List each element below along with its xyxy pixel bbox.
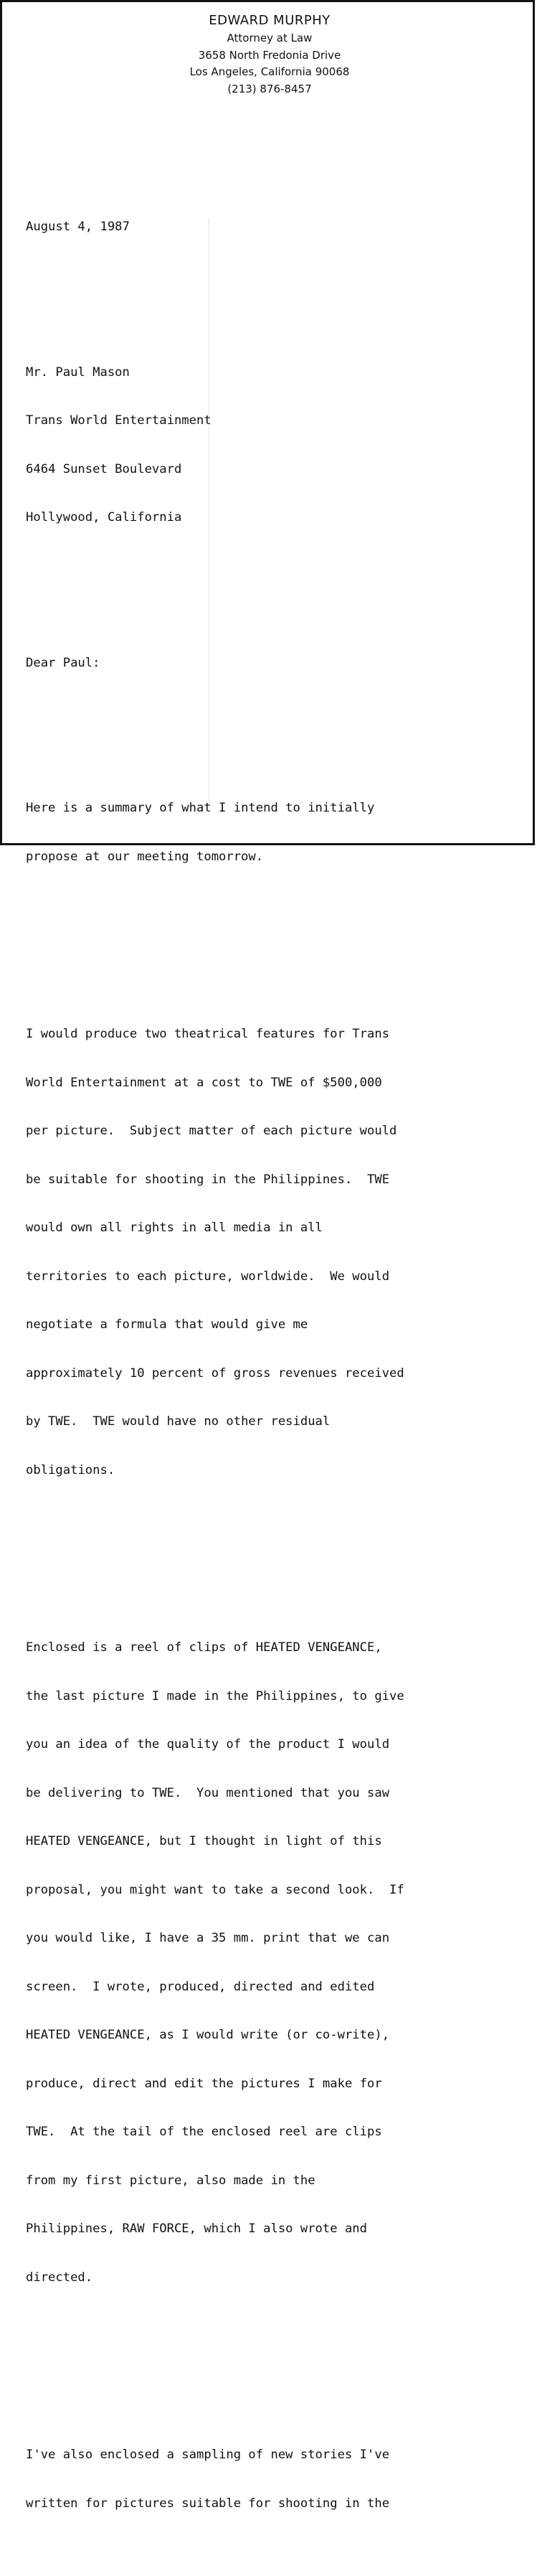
paragraph-line: by TWE. TWE would have no other residual: [26, 1414, 331, 1429]
paragraph-line: negotiate a formula that would give me: [26, 1317, 308, 1332]
paragraph-line: produce, direct and edit the pictures I make for: [26, 2076, 382, 2091]
paragraph-line: the last picture I made in the Philippines, to give: [26, 1688, 404, 1703]
paragraph-line: TWE. At the tail of the enclosed reel are clips: [26, 2125, 382, 2139]
paragraph-stories: [26, 2415, 528, 2544]
paragraph-line: written for pictures suitable for shooting in the: [26, 2496, 390, 2511]
salutation: Dear Paul:: [26, 655, 100, 670]
letter-date: August 4, 1987: [26, 220, 130, 234]
paragraph-line: be delivering to TWE. You mentioned that you saw: [26, 1785, 390, 1800]
recipient-line: 6464 Sunset Boulevard: [26, 461, 182, 476]
paragraph-line: territories to each picture, worldwide. We would: [26, 1269, 390, 1284]
sender-name: EDWARD MURPHY: [209, 13, 331, 28]
paragraph-line: propose at our meeting tomorrow.: [26, 849, 264, 864]
recipient-line: Hollywood, California: [26, 510, 182, 525]
paragraph-line: proposal, you might want to take a second look. If: [26, 1882, 404, 1897]
paragraph-line: HEATED VENGEANCE, as I would write (or co-write),: [26, 2028, 390, 2042]
sender-city: Los Angeles, California 90068: [189, 65, 350, 78]
recipient-line: Mr. Paul Mason: [26, 365, 130, 380]
paragraph-line: you would like, I have a 35 mm. print that we can: [26, 1931, 390, 1945]
recipient-line: Trans World Entertainment: [26, 413, 212, 428]
paragraph-line: World Entertainment at a cost to TWE of $500,000: [26, 1075, 382, 1090]
sender-title: Attorney at Law: [227, 32, 313, 44]
paragraph-line: be suitable for shooting in the Philippines. TWE: [26, 1172, 390, 1187]
paragraph-summary: [26, 768, 528, 897]
paragraph-line: would own all rights in all media in all: [26, 1221, 323, 1235]
paragraph-line: HEATED VENGEANCE, but I thought in light of this: [26, 1834, 382, 1848]
paragraph-enclosed-reel: [26, 1607, 528, 2318]
paragraph-line: from my first picture, also made in the: [26, 2173, 315, 2188]
letter-body: [26, 187, 528, 2576]
recipient-address: [26, 332, 528, 558]
paragraph-line: approximately 10 percent of gross revenues received: [26, 1365, 404, 1381]
paragraph-line: Enclosed is a reel of clips of HEATED VENGEANCE,: [26, 1640, 382, 1655]
paragraph-line: I would produce two theatrical features for Trans: [26, 1027, 390, 1041]
sender-street: 3658 North Fredonia Drive: [198, 48, 341, 62]
paragraph-line: screen. I wrote, produced, directed and edited: [26, 1979, 375, 1994]
paragraph-line: I've also enclosed a sampling of new stories I've: [26, 2448, 390, 2462]
paragraph-line: per picture. Subject matter of each picture would: [26, 1124, 397, 1138]
sender-phone: (213) 876-8457: [227, 82, 312, 95]
paragraph-proposal: [26, 994, 528, 1510]
paragraph-line: you an idea of the quality of the product I would: [26, 1737, 390, 1752]
paragraph-line: Philippines, RAW FORCE, which I also wrote and: [26, 2222, 367, 2236]
paragraph-line: Here is a summary of what I intend to initially: [26, 801, 375, 815]
paragraph-line: obligations.: [26, 1462, 115, 1477]
paragraph-line: directed.: [26, 2270, 93, 2285]
letterhead: [2, 11, 537, 98]
